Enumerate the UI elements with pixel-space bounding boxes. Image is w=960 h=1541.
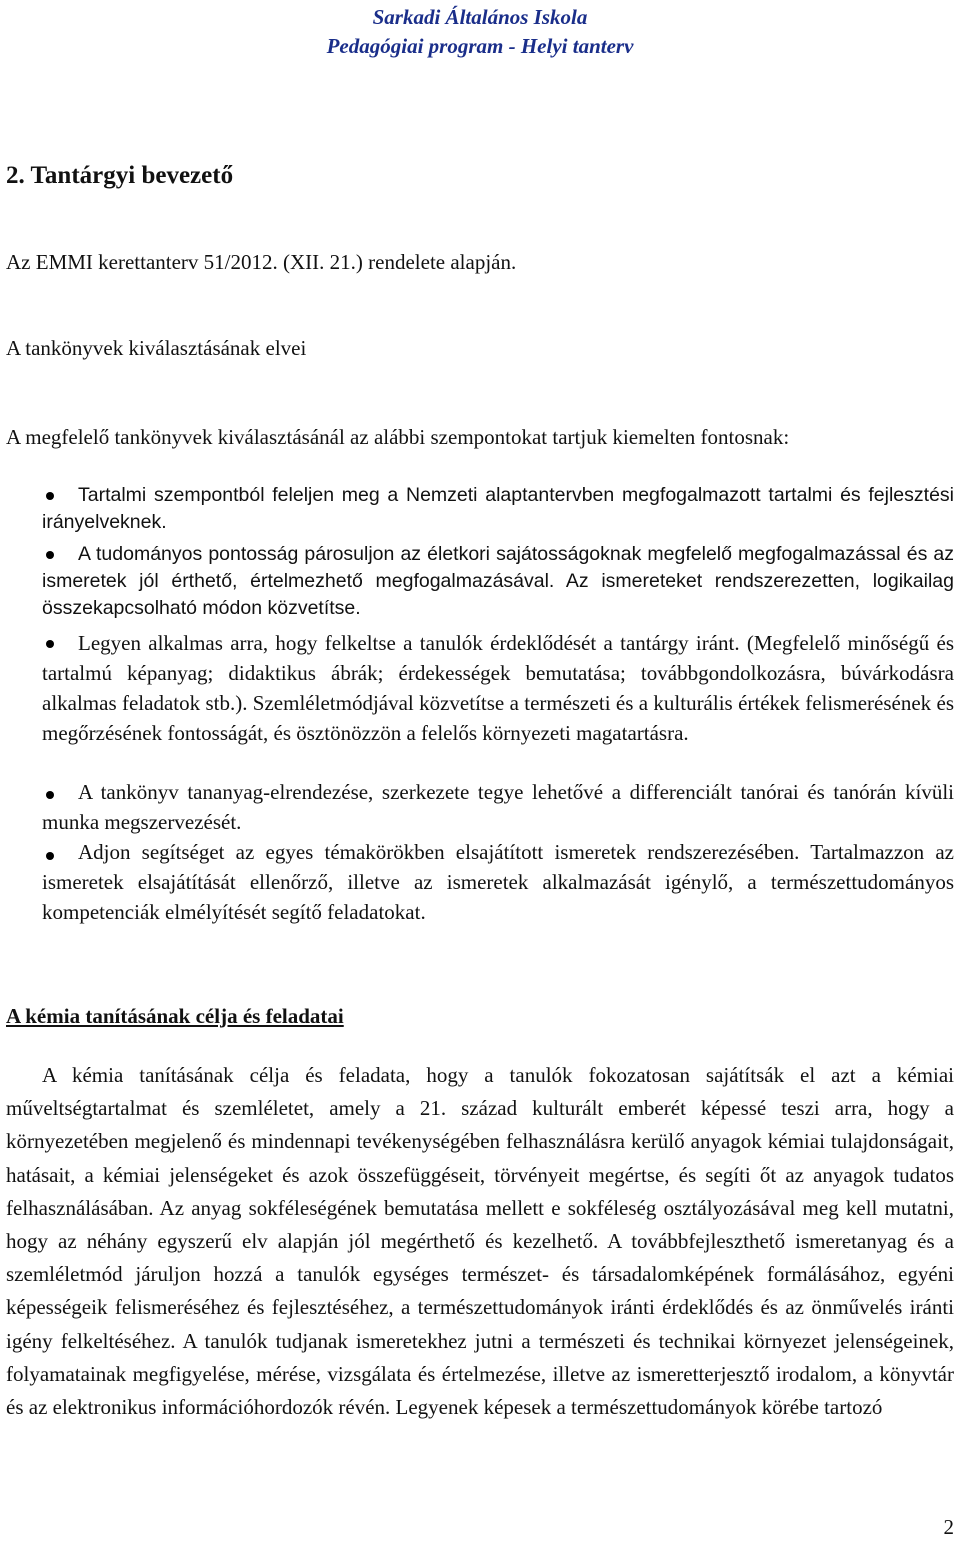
intro-text: Az EMMI kerettanterv 51/2012. (XII. 21.) rendelete alapján. [6,250,517,274]
page-number: 2 [943,1515,954,1539]
textbook-heading: A tankönyvek kiválasztásának elvei [6,336,307,360]
textbook-bullet-2: A tudományos pontosság párosuljon az életkori sajátosságoknak megfelelő megfogalmazással és az ismeretek jól érthető, értelmezhető megfogalmazásával. Az ismereteket rendszerezetten, logikailag összekapcsolható módon közvetítse. [42,543,954,619]
header-school-name: Sarkadi Általános Iskola [372,5,588,29]
section-heading: 2. Tantárgyi bevezető [6,162,234,189]
textbook-bullet-3: Legyen alkalmas arra, hogy felkeltse a tanulók érdeklődését a tantárgy iránt. (Megfelelő minőségű és tartalmú képanyag; didaktikus ábrák; érdekességek bemutatása; továbbgondolkozásra, búvárkodásra alkalmas feladatok stb.). Szemléletmódjával közvetítse a természeti és a kulturális értékek felismerésének és megőrzésének fontosságát, és ösztönözzön a felelős környezeti magatartásra. [42,631,954,745]
textbook-bullet-1: Tartalmi szempontból feleljen meg a Nemzeti alaptantervben megfogalmazott tartalmi és fejlesztési irányelveknek. [42,484,954,533]
chemistry-heading: A kémia tanításának célja és feladatai [6,1004,344,1028]
textbook-bullet-5: Adjon segítséget az egyes témakörökben elsajátított ismeretek rendszerezésében. Tartalmazzon az ismeretek elsajátítását ellenőrző, illetve az ismeretek alkalmazását igénylő, a természettudományos kompetenciák elmélyítését segítő feladatokat. [42,840,954,924]
textbook-bullet-4: A tankönyv tananyag-elrendezése, szerkezete tegye lehetővé a differenciált tanórai és tanórán kívüli munka megszervezését. [42,780,954,834]
textbook-lead: A megfelelő tankönyvek kiválasztásánál az alábbi szempontokat tartjuk kiemelten fontosnak: [6,425,790,449]
header-program-title: Pedagógiai program - Helyi tanterv [326,34,634,58]
chemistry-paragraph: A kémia tanításának célja és feladata, hogy a tanulók fokozatosan sajátítsák el azt a kémiai műveltségtartalmat és szemléletet, amely a 21. század kulturált emberét képessé teszi arra, hogy a környezetében megjelenő és mindennapi tevékenységében felhasználásra kerülő anyagok kémiai tulajdonságait, hatásait, a kémiai jelenségeket és azok összefüggéseit, törvényeit megértse, és segíti őt az anyagok tudatos felhasználásában. Az anyag sokféleségének bemutatása mellett e sokféleség osztályozásával meg kell mutatni, hogy az néhány egyszerű elv alapján jól megérthető és kezelhető. A továbbfejleszthető ismeretanyag és a szemléletmód járuljon hozzá a tanulók egységes természet- és társadalomképének formálásához, egyéni képességeik felismeréséhez és fejlesztéséhez, a természettudományok iránti érdeklődés és az önművelés iránti igény felkeltéséhez. A tanulók tudjanak ismeretekhez jutni a természeti és technikai környezet jelenségeinek, folyamatainak megfigyelése, mérése, vizsgálata és értelmezése, illetve az ismeretterjesztő irodalom, a könyvtár és az elektronikus információhordozók révén. Legyenek képesek a természettudományok körébe tartozó [6,1063,954,1420]
